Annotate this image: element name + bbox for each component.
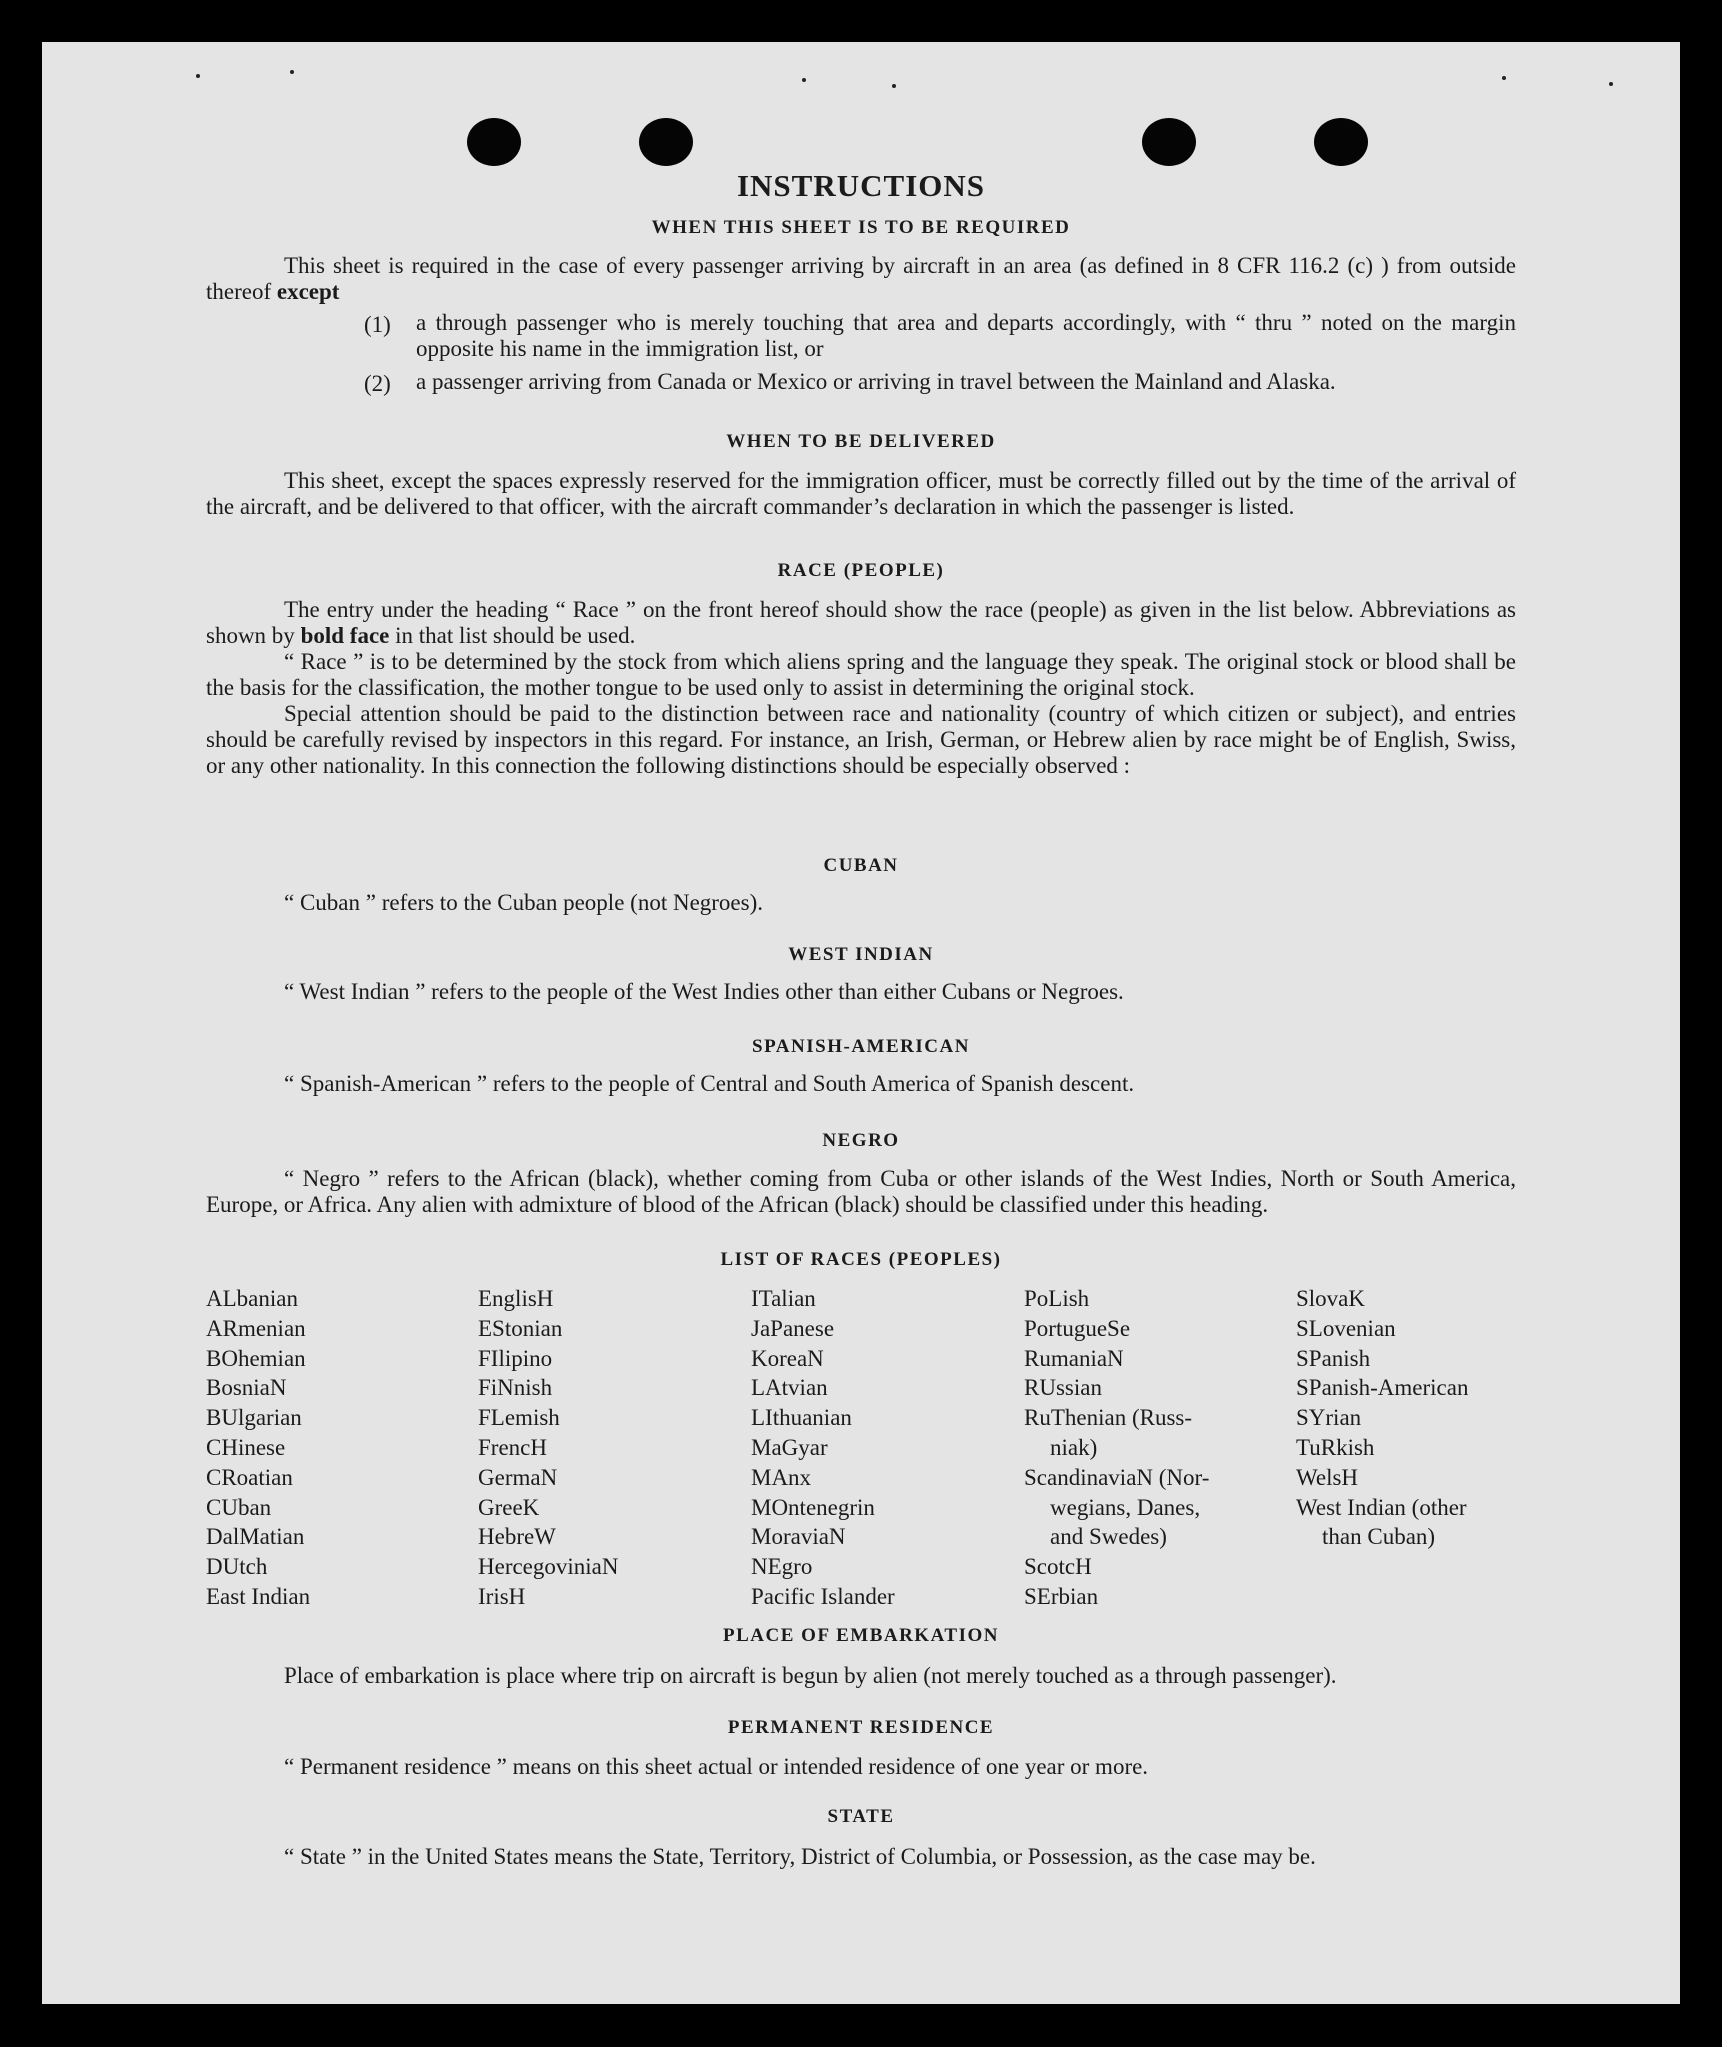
heading-race: RACE (PEOPLE) <box>777 560 945 581</box>
race-item: MaGyar <box>751 1434 828 1460</box>
race-item: RuThenian (Russ- <box>1024 1405 1193 1431</box>
paragraph <box>206 1754 1516 1780</box>
page-title: INSTRUCTIONS <box>736 168 985 203</box>
race-item: SlovaK <box>1296 1286 1365 1311</box>
heading-when-required: WHEN THIS SHEET IS TO BE REQUIRED <box>651 217 1071 238</box>
paragraph <box>206 1166 1516 1218</box>
race-item: SLovenian <box>1296 1315 1396 1341</box>
speck <box>1609 82 1613 86</box>
heading-place-of-embarkation: PLACE OF EMBARKATION <box>723 1625 999 1646</box>
paragraph-text: This sheet, except the spaces expressly reserved for the immigration officer, must be correctly filled out by the time of the arrival of the aircraft, and be delivered to that officer, with the aircraft commander’s declaration in which the passenger is listed. <box>206 468 1516 519</box>
race-item: ARmenian <box>206 1315 306 1341</box>
race-item: GermaN <box>478 1464 558 1490</box>
races-column <box>1296 1284 1468 1552</box>
heading-cuban: CUBAN <box>823 855 899 876</box>
race-item: LIthuanian <box>751 1405 852 1431</box>
race-item: than Cuban) <box>1322 1524 1436 1550</box>
paragraph-text: Special attention should be paid to the distinction between race and nationality (country of which citizen or subject), and entries should be carefully revised by inspectors in this regard. For instance, an Irish, German, or Hebrew alien by race might be of English, Swiss, or any other nationality. In this connection the following distinctions should be especially observed : <box>206 701 1516 778</box>
speck <box>802 78 806 82</box>
race-item: EnglisH <box>478 1286 554 1311</box>
list-item <box>416 369 1516 395</box>
speck <box>196 74 200 78</box>
race-item: FrencH <box>478 1434 547 1460</box>
race-item: FLemish <box>478 1405 560 1431</box>
race-item: CUban <box>206 1494 272 1520</box>
paragraph-text: “ Race ” is to be determined by the stock from which aliens spring and the language they speak. The original stock or blood shall be the basis for the classification, the mother tongue to be used only to assist in determining the original stock. <box>206 649 1516 700</box>
intro-text: This sheet is required in the case of every passenger arriving by aircraft in an area (as defined in 8 CFR 116.2 (c) ) from outside thereof <box>206 253 1516 304</box>
races-column <box>478 1284 619 1612</box>
race-item: FIlipino <box>478 1345 553 1371</box>
paragraph-text: “ Permanent residence ” means on this sheet actual or intended residence of one year or more. <box>284 1754 1149 1779</box>
races-column <box>1024 1284 1209 1612</box>
race-item: SYrian <box>1296 1405 1362 1431</box>
paragraph-text: Place of embarkation is place where trip on aircraft is begun by alien (not merely touched as a through passenger). <box>284 1663 1337 1688</box>
item-text: a passenger arriving from Canada or Mexico or arriving in travel between the Mainland and Alaska. <box>416 369 1336 394</box>
intro-bold: except <box>276 279 340 304</box>
paragraph-text: The entry under the heading “ Race ” on the front hereof should show the race (people) as given in the list below. Abbreviations as shown by <box>206 597 1516 648</box>
paragraph <box>206 1844 1516 1870</box>
punch-hole <box>639 118 693 166</box>
heading-when-delivered: WHEN TO BE DELIVERED <box>726 431 996 452</box>
race-item: LAtvian <box>751 1375 828 1401</box>
race-item: FiNnish <box>478 1375 553 1401</box>
paragraph <box>206 890 1516 916</box>
paragraph <box>206 597 1516 779</box>
race-item: JaPanese <box>751 1315 835 1341</box>
race-item: Pacific Islander <box>751 1583 895 1609</box>
item-text: a through passenger who is merely touching that area and departs accordingly, with “ thru ” noted on the margin opposite his name in the immigration list, or <box>416 310 1516 361</box>
race-item: CRoatian <box>206 1464 293 1490</box>
race-item: WelsH <box>1296 1464 1359 1490</box>
heading-spanish-american: SPANISH-AMERICAN <box>752 1036 970 1057</box>
race-item: RumaniaN <box>1024 1345 1124 1371</box>
paragraph <box>206 1071 1516 1097</box>
race-item: niak) <box>1050 1434 1098 1460</box>
paragraph <box>206 468 1516 520</box>
race-item: wegians, Danes, <box>1050 1494 1201 1520</box>
race-item: KoreaN <box>751 1345 824 1371</box>
race-item: ScandinaviaN (Nor- <box>1024 1464 1210 1490</box>
punch-hole <box>1142 118 1196 166</box>
heading-state: STATE <box>827 1806 895 1827</box>
races-column <box>206 1284 310 1612</box>
item-number: (2) <box>364 371 391 396</box>
paragraph-text: “ State ” in the United States means the State, Territory, District of Columbia, or Possession, as the case may be. <box>284 1844 1316 1869</box>
race-item: ScotcH <box>1024 1554 1092 1580</box>
race-item: TuRkish <box>1296 1434 1375 1460</box>
race-item: SPanish <box>1296 1345 1371 1371</box>
race-item: and Swedes) <box>1050 1524 1167 1550</box>
race-item: SPanish-American <box>1296 1375 1469 1401</box>
intro-paragraph <box>206 253 1516 305</box>
speck <box>290 70 294 74</box>
race-item: ALbanian <box>206 1286 298 1311</box>
speck <box>892 84 896 88</box>
speck <box>1502 76 1506 80</box>
item-number: (1) <box>364 312 391 337</box>
races-list <box>206 1284 1526 1614</box>
bold-text: bold face <box>300 623 390 648</box>
paragraph-text: “ Cuban ” refers to the Cuban people (not Negroes). <box>284 890 764 915</box>
paragraph-text: “ Negro ” refers to the African (black), whether coming from Cuba or other islands of the West Indies, North or South America, Europe, or Africa. Any alien with admixture of blood of the African (black) should be classified under this heading. <box>206 1166 1516 1217</box>
paragraph-text: in that list should be used. <box>395 623 636 648</box>
race-item: NEgro <box>751 1554 813 1580</box>
list-item <box>416 310 1516 362</box>
race-item: DalMatian <box>206 1524 305 1550</box>
paragraph-text: “ West Indian ” refers to the people of the West Indies other than either Cubans or Negroes. <box>284 979 1124 1004</box>
race-item: West Indian (other <box>1296 1494 1467 1520</box>
race-item: GreeK <box>478 1494 540 1520</box>
race-item: BUlgarian <box>206 1405 302 1431</box>
race-item: MAnx <box>751 1464 812 1490</box>
race-item: IrisH <box>478 1583 526 1609</box>
paragraph <box>206 1663 1516 1689</box>
heading-west-indian: WEST INDIAN <box>788 944 934 965</box>
race-item: BOhemian <box>206 1345 306 1371</box>
paragraph <box>206 979 1516 1005</box>
race-item: DUtch <box>206 1554 268 1580</box>
heading-list-of-races: LIST OF RACES (PEOPLES) <box>720 1249 1002 1270</box>
race-item: MOntenegrin <box>751 1494 875 1520</box>
race-item: PortugueSe <box>1024 1315 1131 1341</box>
punch-hole <box>1314 118 1368 166</box>
race-item: ITalian <box>751 1286 816 1311</box>
punch-hole <box>467 118 521 166</box>
race-item: HebreW <box>478 1524 556 1550</box>
heading-negro: NEGRO <box>822 1130 900 1151</box>
race-item: BosniaN <box>206 1375 287 1401</box>
race-item: HercegoviniaN <box>478 1554 619 1580</box>
race-item: CHinese <box>206 1434 286 1460</box>
race-item: MoraviaN <box>751 1524 846 1550</box>
paragraph-text: “ Spanish-American ” refers to the people of Central and South America of Spanish descent. <box>284 1071 1135 1096</box>
race-item: EStonian <box>478 1315 563 1341</box>
race-item: East Indian <box>206 1583 311 1609</box>
race-item: PoLish <box>1024 1286 1090 1311</box>
race-item: RUssian <box>1024 1375 1102 1401</box>
heading-permanent-residence: PERMANENT RESIDENCE <box>727 1717 995 1738</box>
races-column <box>751 1284 895 1612</box>
race-item: SErbian <box>1024 1583 1099 1609</box>
